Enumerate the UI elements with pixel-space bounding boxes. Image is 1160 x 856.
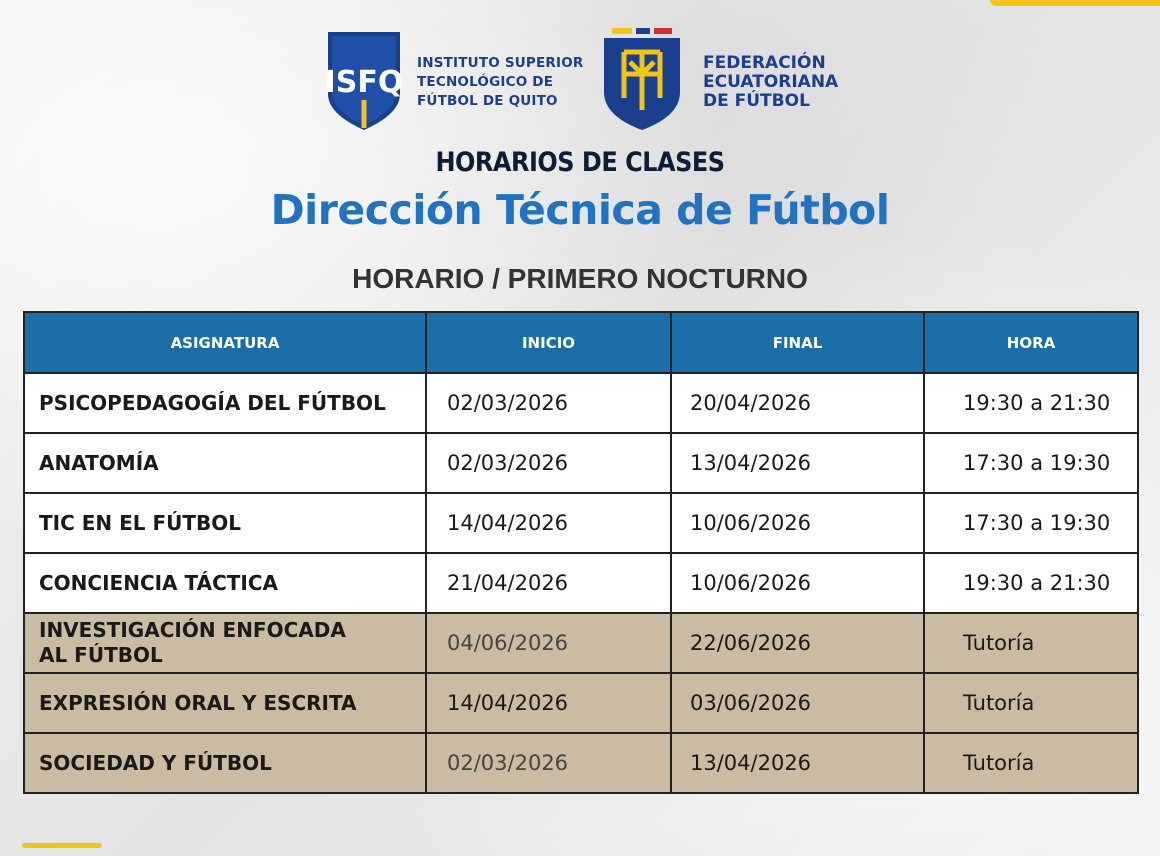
page-title: Dirección Técnica de Fútbol bbox=[270, 186, 890, 234]
start-date-cell: 21/04/2026 bbox=[426, 553, 671, 613]
column-header-subject: ASIGNATURA bbox=[24, 312, 426, 373]
end-date-cell: 13/04/2026 bbox=[671, 733, 924, 793]
start-date-cell: 14/04/2026 bbox=[426, 493, 671, 553]
subject-cell: INVESTIGACIÓN ENFOCADA AL FÚTBOL bbox=[24, 613, 426, 673]
start-date-cell: 02/03/2026 bbox=[426, 733, 671, 793]
subject-cell: PSICOPEDAGOGÍA DEL FÚTBOL bbox=[24, 373, 426, 433]
start-date-cell: 02/03/2026 bbox=[426, 373, 671, 433]
bottom-accent-stripe bbox=[22, 843, 102, 848]
column-header-end: FINAL bbox=[671, 312, 924, 373]
column-header-hour: HORA bbox=[924, 312, 1138, 373]
start-date-cell: 04/06/2026 bbox=[426, 613, 671, 673]
istfq-name bbox=[417, 54, 587, 111]
table-row bbox=[24, 373, 1138, 433]
subject-cell: ANATOMÍA bbox=[24, 433, 426, 493]
hour-cell: 19:30 a 21:30 bbox=[924, 553, 1138, 613]
end-date-cell: 10/06/2026 bbox=[671, 493, 924, 553]
table-row bbox=[24, 433, 1138, 493]
table-row bbox=[24, 613, 1138, 673]
page-subtitle: HORARIOS DE CLASES bbox=[435, 146, 725, 178]
istfq-name-line-2: TECNOLÓGICO DE bbox=[417, 74, 554, 90]
istfq-name-line-3: FÚTBOL DE QUITO bbox=[417, 93, 558, 109]
table-row bbox=[24, 673, 1138, 733]
start-date-cell: 02/03/2026 bbox=[426, 433, 671, 493]
fef-name-line-2: ECUATORIANA bbox=[703, 72, 839, 92]
end-date-cell: 10/06/2026 bbox=[671, 553, 924, 613]
table-row bbox=[24, 733, 1138, 793]
istfq-logo-letters: ISFQ bbox=[324, 65, 404, 100]
hour-cell: Tutoría bbox=[924, 613, 1138, 673]
schedule-label: HORARIO / PRIMERO NOCTURNO bbox=[352, 263, 808, 294]
istfq-shield-logo bbox=[324, 30, 404, 132]
column-header-start: INICIO bbox=[426, 312, 671, 373]
hour-cell: Tutoría bbox=[924, 673, 1138, 733]
hour-cell: 17:30 a 19:30 bbox=[924, 493, 1138, 553]
fef-name-line-1: FEDERACIÓN bbox=[703, 53, 826, 73]
end-date-cell: 13/04/2026 bbox=[671, 433, 924, 493]
hour-cell: 17:30 a 19:30 bbox=[924, 433, 1138, 493]
start-date-cell: 14/04/2026 bbox=[426, 673, 671, 733]
top-accent-stripe bbox=[990, 0, 1160, 6]
end-date-cell: 22/06/2026 bbox=[671, 613, 924, 673]
fef-name-line-3: DE FÚTBOL bbox=[703, 91, 810, 111]
subject-cell: CONCIENCIA TÁCTICA bbox=[24, 553, 426, 613]
hour-cell: 19:30 a 21:30 bbox=[924, 373, 1138, 433]
table-row bbox=[24, 553, 1138, 613]
fef-crest-logo bbox=[600, 28, 684, 132]
table-row bbox=[24, 493, 1138, 553]
subject-cell: TIC EN EL FÚTBOL bbox=[24, 493, 426, 553]
hour-cell: Tutoría bbox=[924, 733, 1138, 793]
istfq-name-line-1: INSTITUTO SUPERIOR bbox=[417, 55, 584, 71]
end-date-cell: 20/04/2026 bbox=[671, 373, 924, 433]
fef-name bbox=[703, 54, 873, 111]
end-date-cell: 03/06/2026 bbox=[671, 673, 924, 733]
table-header-row bbox=[24, 312, 1138, 373]
subject-cell: EXPRESIÓN ORAL Y ESCRITA bbox=[24, 673, 426, 733]
schedule-table bbox=[23, 311, 1139, 794]
subject-cell: SOCIEDAD Y FÚTBOL bbox=[24, 733, 426, 793]
